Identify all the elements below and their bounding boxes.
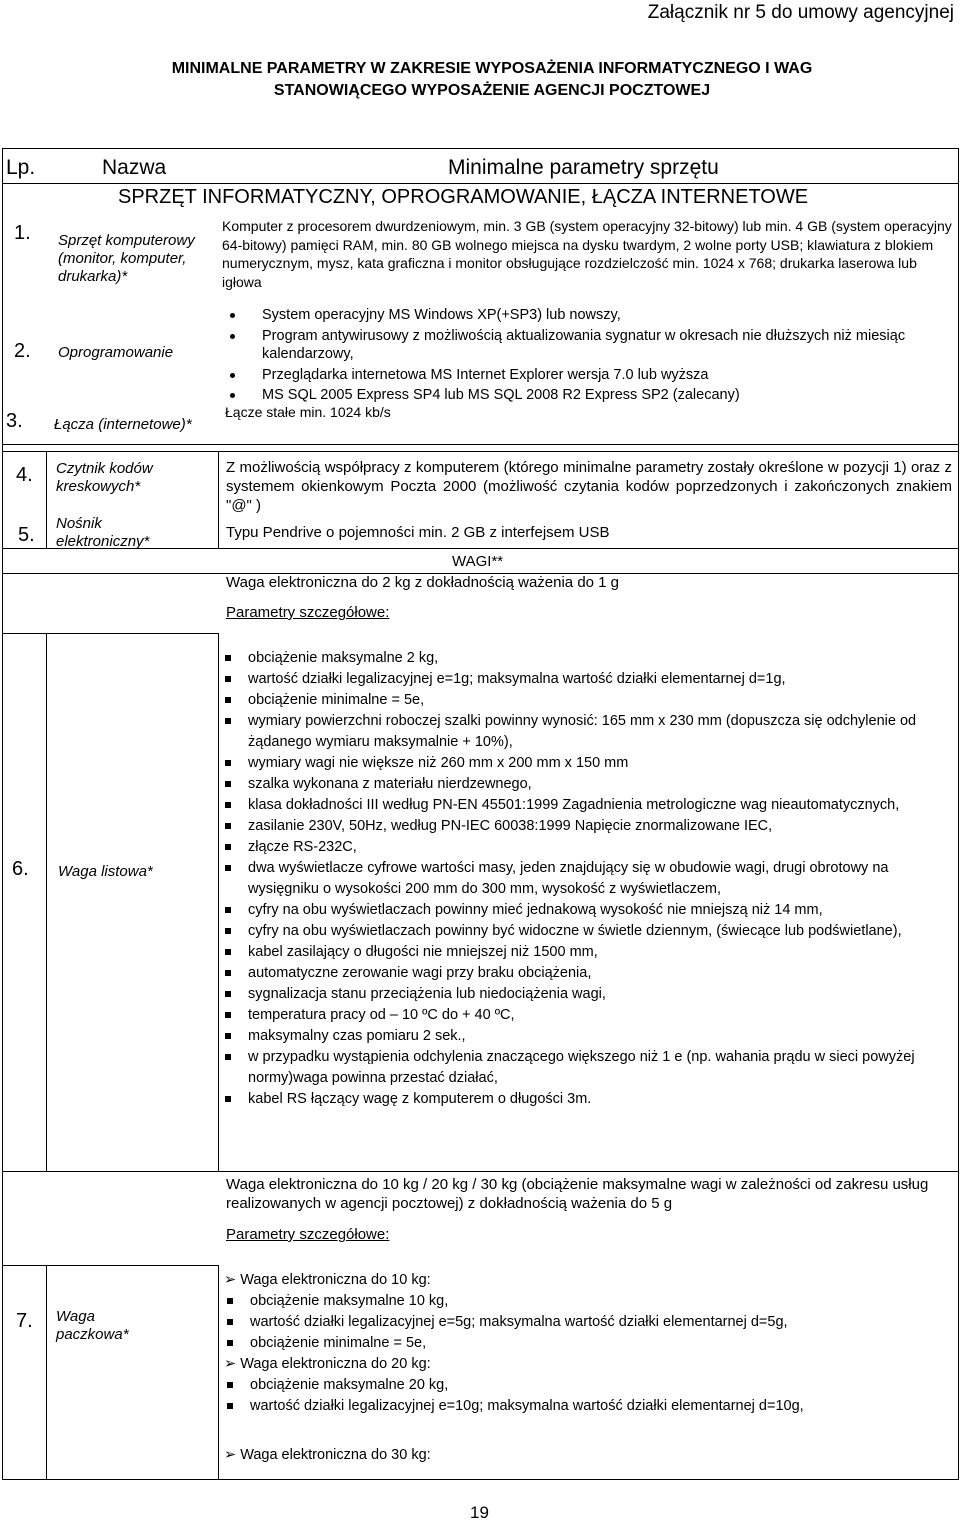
list-item: cyfry na obu wyświetlaczach powinny mieć jednakową wysokość nie mniejszą niż 14 mm, [222, 900, 922, 921]
square-bullet-icon [225, 802, 231, 808]
row-4-number: 4. [16, 464, 33, 486]
bullet-icon [230, 334, 235, 339]
row-7-name-top [46, 1265, 218, 1266]
list-item: kabel RS łączący wagę z komputerem o długości 3m. [222, 1089, 922, 1110]
row-4-name: Czytnik kodów kreskowych* [56, 460, 153, 495]
group-10kg-list [224, 1291, 924, 1354]
list-item: dwa wyświetlacze cyfrowe wartości masy, jeden znajdujący się w obudowie wagi, drugi obrotowy na wysięgniku o wysokości 200 mm do 300 mm, wysokość z wyświetlaczem, [222, 858, 922, 900]
header-params: Minimalne parametry sprzętu [448, 156, 719, 179]
row-4-params: Z możliwością współpracy z komputerem (którego minimalne parametry zostały określone w pozycji 1) oraz z systemem okienkowym Poczta 2000 (możliwość czytania kodów poprzedzonych i zakończonych znakiem "@" ) [226, 459, 952, 514]
row-6-params-list [222, 648, 922, 1110]
table-left-border [2, 148, 3, 1480]
list-item: Przeglądarka internetowa MS Internet Explorer wersja 7.0 lub wyższa [220, 366, 930, 385]
header-bottom-border [2, 183, 958, 184]
row-7-name: Waga paczkowa* [56, 1308, 129, 1343]
square-bullet-icon [225, 949, 231, 955]
section-1-bottom-border [2, 444, 958, 445]
list-item: zasilanie 230V, 50Hz, według PN-IEC 60038:1999 Napięcie znormalizowane IEC, [222, 816, 922, 837]
group-10kg: ➢ Waga elektroniczna do 10 kg: [224, 1272, 431, 1288]
group-30kg: ➢ Waga elektroniczna do 30 kg: [224, 1447, 431, 1463]
section-it-heading: SPRZĘT INFORMATYCZNY, OPROGRAMOWANIE, ŁĄCZA INTERNETOWE [118, 186, 809, 208]
col-lp-divider-b [46, 633, 47, 1171]
bullet-icon [230, 313, 235, 318]
row-3-params: Łącze stałe min. 1024 kb/s [225, 404, 391, 420]
col-name-divider-b [218, 633, 219, 1171]
table-top-border [2, 148, 958, 149]
list-item: MS SQL 2005 Express SP4 lub MS SQL 2008 R2 Express SP2 (zalecany) [220, 386, 930, 405]
arrow-right-icon: ➢ [224, 1447, 241, 1463]
list-item: wartość działki legalizacyjnej e=5g; maksymalna wartość działki elementarnej d=5g, [224, 1312, 924, 1333]
square-bullet-icon [225, 760, 231, 766]
row-5-name: Nośnik elektroniczny* [56, 515, 150, 550]
header-lp: Lp. [6, 156, 36, 179]
col-lp-divider-a [46, 452, 47, 548]
list-item: kabel zasilający o długości nie mniejszej niż 1500 mm, [222, 942, 922, 963]
list-item: System operacyjny MS Windows XP(+SP3) lub nowszy, [220, 306, 930, 325]
row-1-params: Komputer z procesorem dwurdzeniowym, min. 3 GB (system operacyjny 32-bitowy) lub min. 4 GB (system operacyjny 64-bitowy) pamięci RAM, min. 80 GB wolnego miejsca na dysku twardym, 2 wolne porty USB; klawiatura z blokiem numerycznym, mysz, kata graficzna i monitor obsługujące rozdzielczość min. 1024 x 768; drukarka laserowa lub igłowa [222, 218, 952, 290]
square-bullet-icon [225, 991, 231, 997]
list-item: złącze RS-232C, [222, 837, 922, 858]
list-item: cyfry na obu wyświetlaczach powinny być widoczne w świetle dziennym, (świecące lub podświetlane), [222, 921, 922, 942]
square-bullet-icon [227, 1403, 233, 1409]
row-7-params-block [224, 1270, 924, 1466]
square-bullet-icon [225, 718, 231, 724]
list-item: maksymalny czas pomiaru 2 sek., [222, 1026, 922, 1047]
square-bullet-icon [225, 1012, 231, 1018]
bullet-icon [230, 393, 235, 398]
row-6-name-top [46, 633, 218, 634]
square-bullet-icon [227, 1340, 233, 1346]
title-line-2: STANOWIĄCEGO WYPOSAŻENIE AGENCJI POCZTOWEJ [273, 82, 711, 99]
list-item: w przypadku wystąpienia odchylenia znaczącego większego niż 1 e (np. wahania prądu w sieci powyżej normy)waga powinna przestać działać, [222, 1047, 922, 1089]
section-wagi-heading: WAGI** [452, 553, 504, 570]
page-number: 19 [470, 1503, 489, 1522]
square-bullet-icon [225, 928, 231, 934]
row-6-intro: Waga elektroniczna do 2 kg z dokładnością ważenia do 1 g [226, 574, 620, 591]
list-item: obciążenie minimalne = 5e, [222, 690, 922, 711]
row-7-intro: Waga elektroniczna do 10 kg / 20 kg / 30 kg (obciążenie maksymalne wagi w zależności od zakresu usług realizowanych w agencji pocztowej) z dokładnością ważenia do 5 g [226, 1176, 929, 1212]
list-item: wymiary wagi nie większe niż 260 mm x 200 mm x 150 mm [222, 753, 922, 774]
row-2-name: Oprogramowanie [58, 344, 174, 361]
list-item: Program antywirusowy z możliwością aktualizowania sygnatur w okresach nie dłuższych niż miesiąc kalendarzowy, [220, 327, 930, 364]
row-5-params: Typu Pendrive o pojemności min. 2 GB z interfejsem USB [226, 524, 610, 541]
row-6-num-top [2, 633, 46, 634]
row-5-number: 5. [18, 524, 35, 546]
square-bullet-icon [225, 865, 231, 871]
square-bullet-icon [225, 907, 231, 913]
row-6-number: 6. [12, 858, 29, 880]
square-bullet-icon [225, 970, 231, 976]
square-bullet-icon [225, 844, 231, 850]
list-item: obciążenie maksymalne 20 kg, [224, 1375, 924, 1396]
bullet-icon [230, 373, 235, 378]
square-bullet-icon [225, 697, 231, 703]
row-6-params-label: Parametry szczegółowe: [226, 604, 390, 621]
arrow-right-icon: ➢ [224, 1356, 241, 1372]
row-3-number: 3. [6, 410, 23, 432]
document-title [112, 58, 872, 102]
row-2-number: 2. [14, 340, 31, 362]
group-20kg: ➢ Waga elektroniczna do 20 kg: [224, 1356, 431, 1372]
list-item: wartość działki legalizacyjnej e=1g; maksymalna wartość działki elementarnej d=1g, [222, 669, 922, 690]
header-nazwa: Nazwa [102, 156, 167, 179]
square-bullet-icon [227, 1382, 233, 1388]
list-item: automatyczne zerowanie wagi przy braku obciążenia, [222, 963, 922, 984]
table-right-border [958, 148, 959, 1480]
row-7-params-label: Parametry szczegółowe: [226, 1226, 390, 1243]
table-bottom-border [2, 1479, 958, 1480]
section-1-double-border [2, 451, 958, 452]
list-item: klasa dokładności III według PN-EN 45501:1999 Zagadnienia metrologiczne wag nieautomatycznych, [222, 795, 922, 816]
square-bullet-icon [225, 1054, 231, 1060]
row-2-software-list [220, 306, 930, 407]
row-1-name: Sprzęt komputerowy (monitor, komputer, drukarka)* [58, 232, 195, 285]
list-item: obciążenie maksymalne 10 kg, [224, 1291, 924, 1312]
arrow-right-icon: ➢ [224, 1272, 241, 1288]
title-line-1: MINIMALNE PARAMETRY W ZAKRESIE WYPOSAŻENIA INFORMATYCZNEGO I WAG [171, 60, 813, 77]
square-bullet-icon [225, 1033, 231, 1039]
list-item: szalka wykonana z materiału nierdzewnego, [222, 774, 922, 795]
square-bullet-icon [225, 781, 231, 787]
list-item: obciążenie minimalne = 5e, [224, 1333, 924, 1354]
row-1-number: 1. [14, 222, 31, 244]
square-bullet-icon [225, 823, 231, 829]
list-item: wartość działki legalizacyjnej e=10g; maksymalna wartość działki elementarnej d=10g, [224, 1396, 924, 1417]
row-7-number: 7. [16, 1310, 33, 1332]
col-name-divider-c [218, 1265, 219, 1479]
row-6-name: Waga listowa* [58, 863, 153, 880]
square-bullet-icon [225, 676, 231, 682]
col-name-divider-a [218, 452, 219, 548]
row-7-num-top [2, 1265, 46, 1266]
list-item: obciążenie maksymalne 2 kg, [222, 648, 922, 669]
square-bullet-icon [225, 1096, 231, 1102]
square-bullet-icon [227, 1298, 233, 1304]
list-item: wymiary powierzchni roboczej szalki powinny wynosić: 165 mm x 230 mm (dopuszcza się odchylenie od żądanego wymiaru maksymalnie + 10%), [222, 711, 922, 753]
col-lp-divider-c [46, 1265, 47, 1479]
square-bullet-icon [225, 655, 231, 661]
annex-label: Załącznik nr 5 do umowy agencyjnej [647, 2, 954, 23]
row-6-bottom-border [2, 1171, 958, 1172]
group-20kg-list [224, 1375, 924, 1417]
square-bullet-icon [227, 1319, 233, 1325]
row-3-name: Łącza (internetowe)* [54, 416, 192, 433]
list-item: temperatura pracy od – 10 ºC do + 40 ºC, [222, 1005, 922, 1026]
list-item: sygnalizacja stanu przeciążenia lub niedociążenia wagi, [222, 984, 922, 1005]
